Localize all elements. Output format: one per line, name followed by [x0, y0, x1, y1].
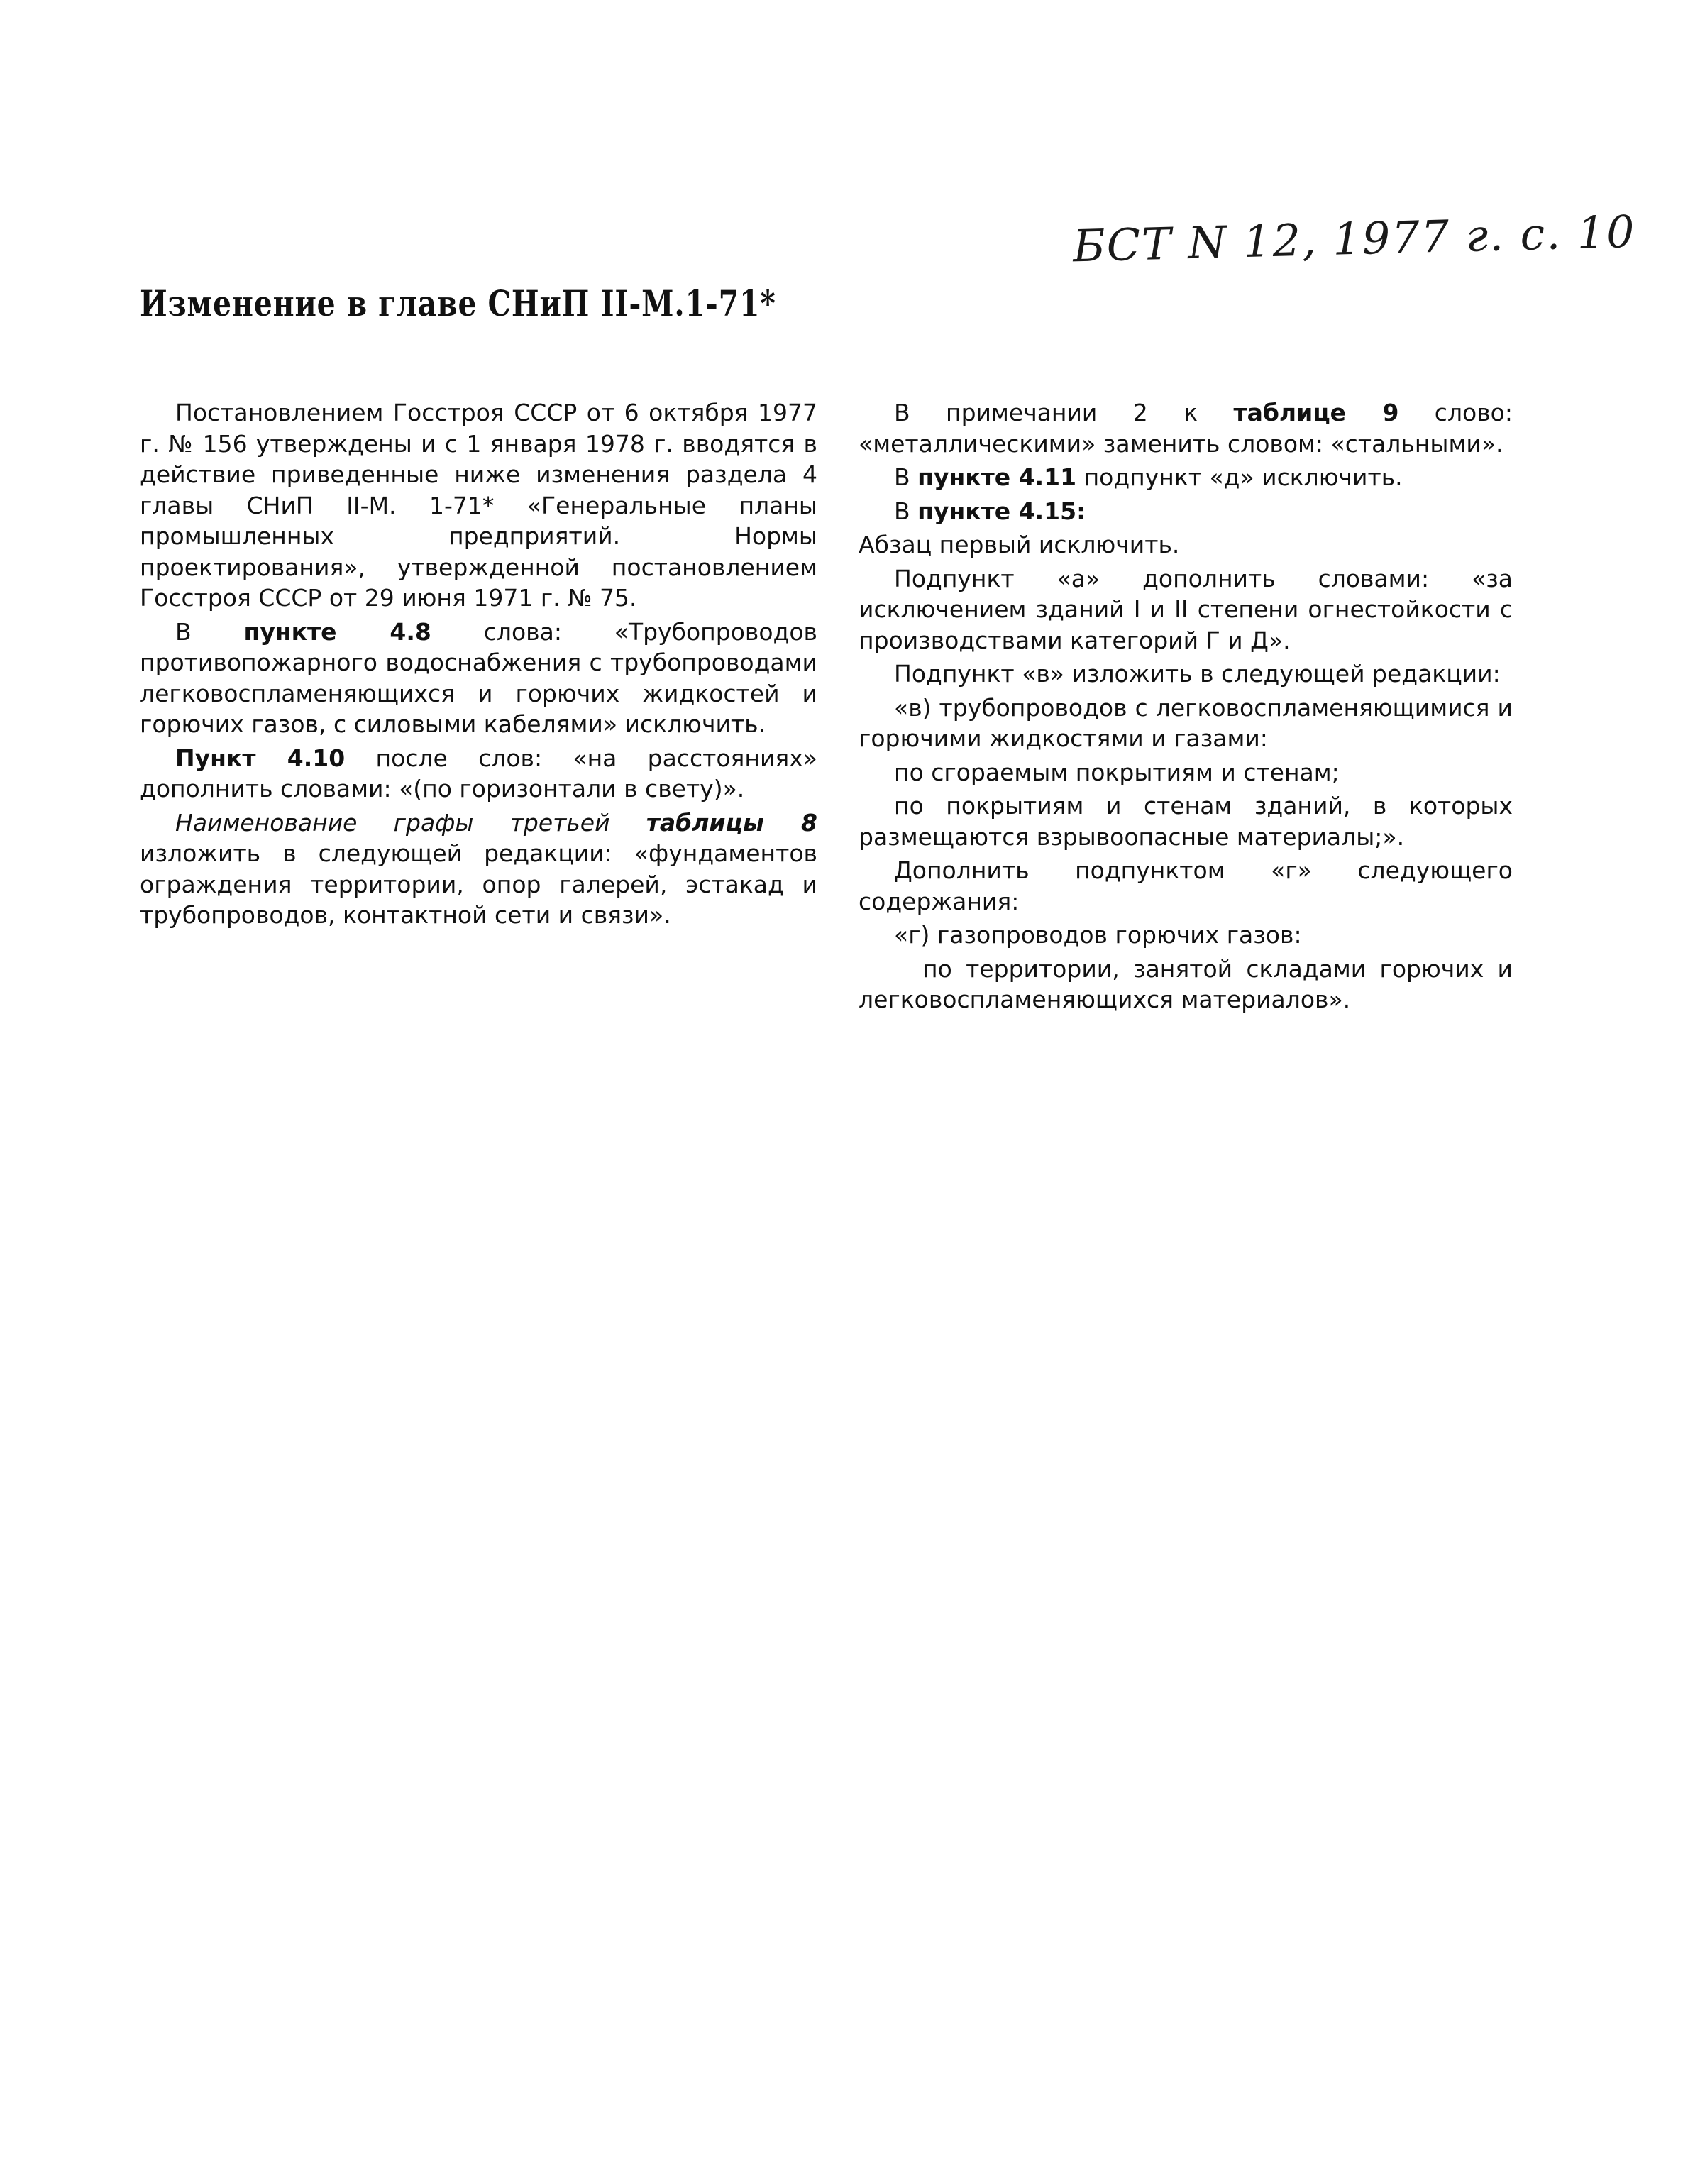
item-ref: пункте 4.15: [917, 497, 1086, 525]
table-ref: таблицы 8 [646, 808, 817, 837]
paragraph-subitem-a: Подпункт «а» дополнить словами: «за исключением зданий I и II степени огнестойкости с производствами категорий Г и Д». [859, 564, 1513, 654]
paragraph-item-4-10 [140, 743, 817, 805]
paragraph-table-8 [140, 807, 817, 931]
left-column [140, 397, 817, 934]
paragraph-item-4-11 [859, 462, 1513, 493]
text: В [175, 617, 244, 646]
paragraph-combustible-roofs: по сгораемым покрытиям и стенам; [894, 758, 1340, 786]
table-ref: таблице 9 [1233, 399, 1399, 426]
paragraph-subitem-g-text: «г) газопроводов горючих газов: [894, 921, 1302, 949]
text: В примечании 2 к [894, 399, 1234, 426]
text: слово: «металлическими» заменить словом: «стальными». [859, 399, 1513, 458]
text: подпункт «д» исключить. [1076, 463, 1403, 491]
paragraph-table-9 [859, 397, 1513, 459]
paragraph-territory: по территории, занятой складами горючих и легковоспламеняющихся материалов». [859, 954, 1513, 1013]
paragraph-resolution: Постановлением Госстроя СССР от 6 октября 1977 г. № 156 утверждены и с 1 января 1978 г. вводятся в действие приведенные ниже изменения раздела 4 главы СНиП II-М. 1-71* «Генеральные планы промышленных предприятий. Нормы проектирования», утвержденной постановлением Госстроя СССР от 29 июня 1971 г. № 75. [140, 399, 817, 612]
text: В [894, 463, 918, 491]
text: Наименование графы третьей [175, 808, 646, 837]
text: после слов: «на расстояниях» дополнить словами: «(по горизонтали в свету)». [140, 744, 817, 803]
paragraph-subitem-v: Подпункт «в» изложить в следующей редакции: [894, 660, 1501, 688]
paragraph-item-4-15 [859, 496, 1513, 527]
paragraph-first-removed: Абзац первый исключить. [859, 531, 1180, 558]
item-ref: пункте 4.11 [917, 463, 1077, 491]
text: В [894, 497, 918, 525]
paragraph-item-4-8 [140, 617, 817, 740]
right-column [859, 397, 1513, 1018]
handwritten-note: БСТ N 12, 1977 г. с. 10 [1072, 205, 1637, 272]
text: слова: «Трубопроводов противопожарного водоснабжения с трубопроводами легковоспламеняющихся и горючих жидкостей и горючих газов, с силовыми кабелями» исключить. [140, 617, 817, 738]
item-ref: Пункт 4.10 [175, 744, 346, 772]
paragraph-subitem-v-text: «в) трубопроводов с легковоспламеняющимися и горючими жидкостями и газами: [859, 693, 1513, 752]
document-title: Изменение в главе СНиП II-М.1-71* [140, 282, 776, 324]
text: изложить в следующей редакции: «фундаментов ограждения территории, опор галерей, эстакад и трубопроводов, контактной сети и связи». [140, 839, 817, 929]
item-ref: пункте 4.8 [243, 617, 431, 646]
paragraph-explosive-buildings: по покрытиям и стенам зданий, в которых размещаются взрывоопасные материалы;». [859, 792, 1513, 851]
paragraph-add-subitem-g: Дополнить подпунктом «г» следующего содержания: [859, 856, 1513, 915]
